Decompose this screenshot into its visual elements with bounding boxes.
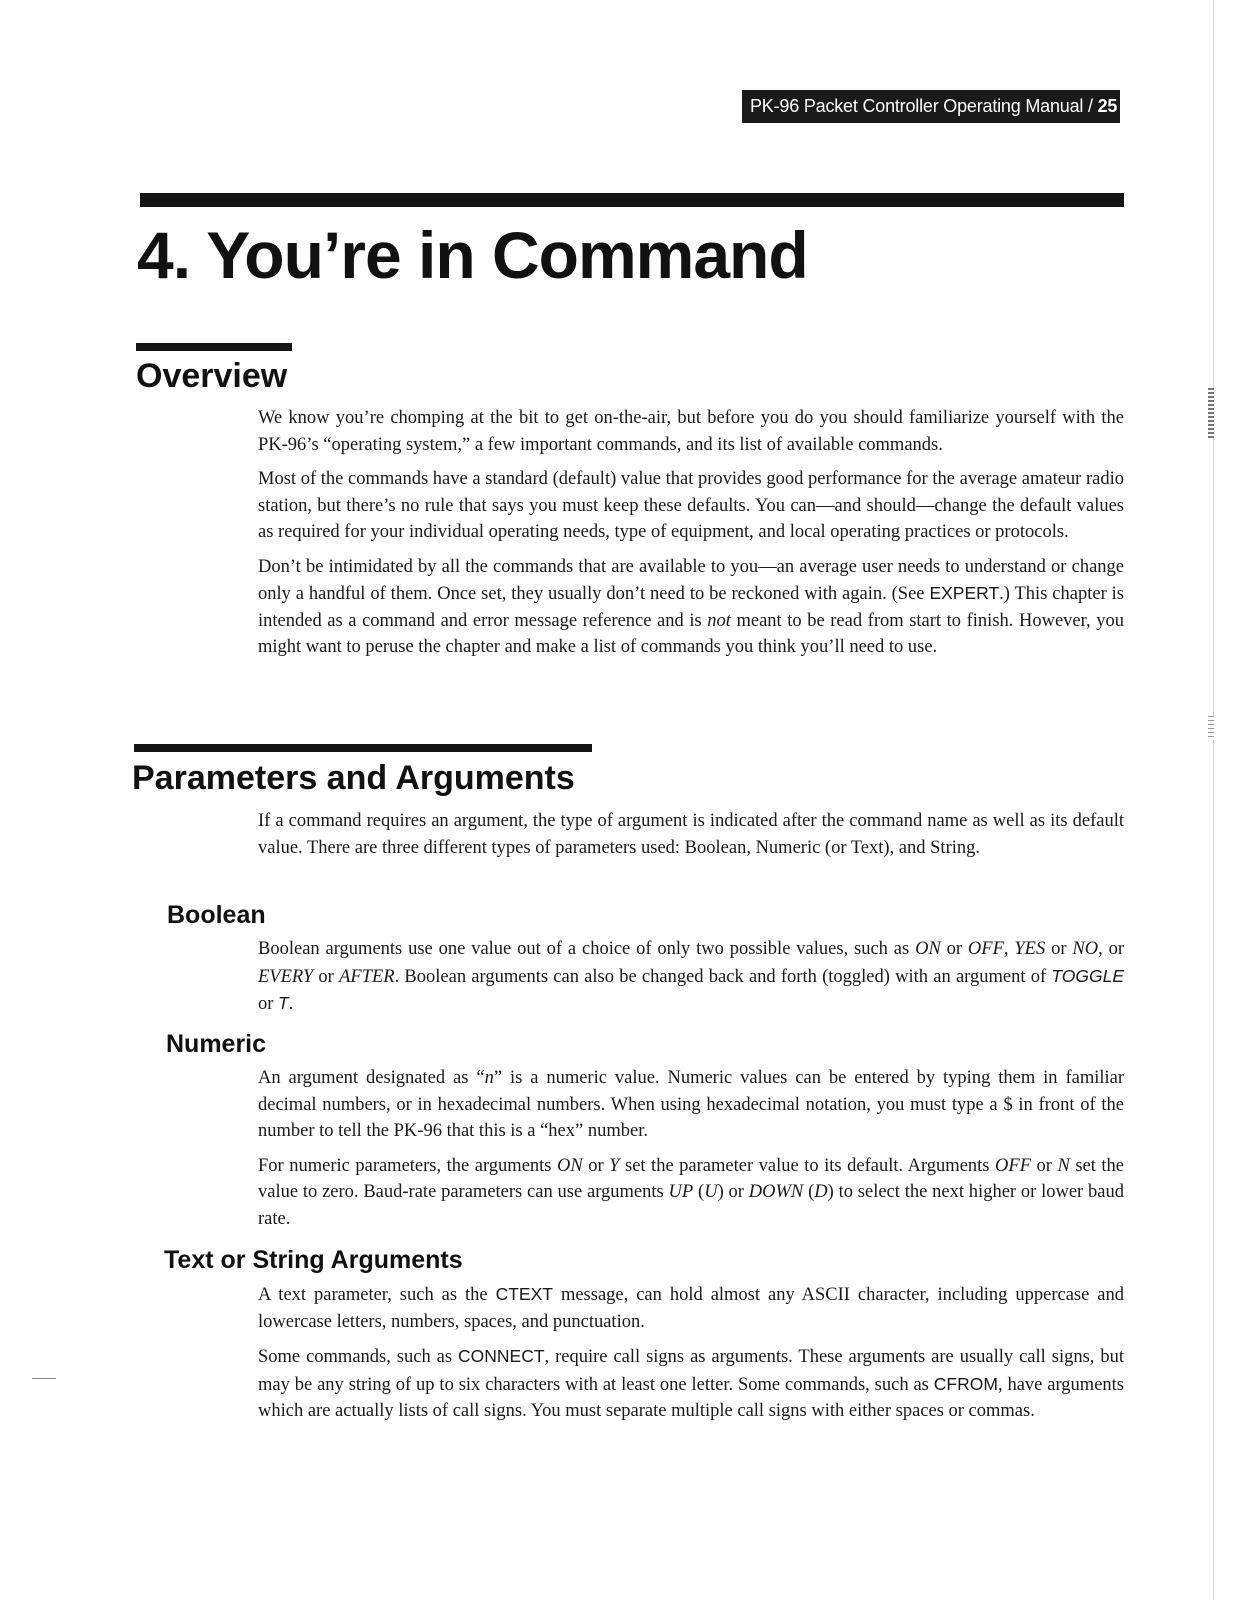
text-run: Don’t be intimidated by all the commands that are available to you—an average user needs to understand or change only a handful of them. Once set, they usually don’t need to be reckoned with again. (See [258,556,1124,604]
boolean-body [258,936,1124,1026]
text-run: ” is a numeric value. Numeric values can be entered by typing them in familiar decimal numbers, or in hexadecimal numbers. When using hexadecimal notation, you must type a $ in front of the number to tell the PK-96 that this is a “hex” number. [258,1068,1125,1141]
emphasis-not: not [707,610,731,631]
arg-on: ON [915,939,941,959]
arg-n: N [1057,1155,1070,1176]
text-run: . Boolean arguments can also be changed back and forth (toggled) with an argument of [394,966,1052,987]
text-string-paragraph-1 [258,1281,1124,1335]
text-run: A text parameter, such as the [258,1285,496,1305]
arg-down: DOWN [748,1182,804,1202]
scan-edge-mark [1208,388,1214,438]
chapter-title: 4. You’re in Command [137,218,808,292]
arg-y: Y [609,1155,620,1176]
text-run: or [582,1155,610,1176]
arg-d: D [814,1182,828,1202]
command-cfrom: CFROM [933,1373,998,1394]
text-run: or [258,994,279,1014]
text-run: For numeric parameters, the arguments [258,1155,558,1176]
parameters-paragraph-1: If a command requires an argument, the type of argument is indicated after the command name as well as its default value. There are three different types of parameters used: Boolean, Numeric (or Text), and String. [258,811,1124,858]
text-run: An argument designated as “ [258,1068,485,1088]
text-run: or [1031,1155,1058,1176]
arg-on: ON [557,1155,583,1176]
text-run: , require call signs as arguments. These arguments are usually call signs, but may be any string of up to six characters with at least one letter. Some commands, such as [258,1347,1124,1395]
arg-off: OFF [967,939,1004,959]
text-run: ( [803,1182,815,1202]
numeric-paragraph-2 [258,1153,1124,1233]
text-string-paragraph-2 [258,1343,1124,1425]
text-run: , have arguments which are actually lists of call signs. You must separate multiple call signs with either spaces or commas. [258,1374,1124,1421]
scan-edge-line [1213,0,1214,1600]
arg-every: EVERY [258,966,314,987]
parameters-body [258,808,1124,869]
scan-edge-mark [1208,716,1214,740]
command-connect: CONNECT [458,1346,545,1366]
arg-no: NO [1072,939,1099,959]
text-run: message, can hold almost any ASCII character, including uppercase and lowercase letters, numbers, spaces, and punctuation. [258,1285,1124,1332]
parameters-heading: Parameters and Arguments [132,759,575,797]
chapter-rule [140,193,1124,207]
text-run: meant to be read from start to finish. However, you might want to peruse the chapter and make a list of commands you think you’ll need to use. [258,610,1124,657]
text-run: set the parameter value to its default. Arguments [619,1155,996,1176]
overview-body [258,405,1124,669]
text-run: ( [693,1182,705,1202]
text-run: or [1045,939,1073,959]
boolean-heading: Boolean [167,901,266,929]
text-run: .) This chapter is intended as a command and error message reference and is [258,584,1124,631]
arg-yes: YES [1014,939,1046,959]
running-header-title: PK-96 Packet Controller Operating Manual / [750,96,1098,116]
text-run: , [1003,939,1015,959]
boolean-paragraph [258,936,1124,1018]
arg-after: AFTER [339,966,395,987]
overview-paragraph-1: We know you’re chomping at the bit to get on-the-air, but before you do you should familiarize yourself with the PK-96’s “operating system,” a few important commands, and its list of available commands. [258,408,1124,455]
arg-t: T [278,993,289,1013]
parameters-rule [134,744,592,752]
text-run: . [288,994,294,1014]
overview-heading: Overview [136,357,288,395]
command-expert: EXPERT [929,583,1000,603]
overview-rule [136,343,292,351]
overview-paragraph-2: Most of the commands have a standard (default) value that provides good performance for the average amateur radio station, but there’s no rule that says you must keep these defaults. You can—and should—change the default values as required for your individual operating needs, type of equipment, and local operating practices or protocols. [258,469,1124,542]
running-header [742,90,1120,123]
command-ctext: CTEXT [495,1284,553,1304]
text-run: ) to select the next higher or lower baud rate. [258,1182,1124,1229]
text-run: or [940,939,968,959]
text-run: or [313,966,340,987]
page-number: 25 [1097,96,1118,116]
arg-toggle: TOGGLE [1051,965,1124,986]
numeric-paragraph-1 [258,1065,1124,1145]
arg-n: n [484,1068,494,1088]
text-string-body [258,1281,1124,1433]
text-string-heading: Text or String Arguments [164,1246,463,1274]
text-run: ) or [717,1182,749,1202]
scan-edge-mark [32,1378,56,1379]
text-run: Boolean arguments use one value out of a choice of only two possible values, such as [258,939,916,959]
numeric-body [258,1065,1124,1240]
arg-off: OFF [995,1155,1031,1176]
text-run: set the value to zero. Baud-rate parameters can use arguments [258,1155,1124,1202]
overview-paragraph-3 [258,554,1124,661]
numeric-heading: Numeric [166,1030,267,1058]
text-run: Some commands, such as [258,1347,459,1367]
arg-up: UP [668,1182,694,1202]
text-run: , or [1098,939,1124,959]
arg-u: U [704,1182,718,1202]
